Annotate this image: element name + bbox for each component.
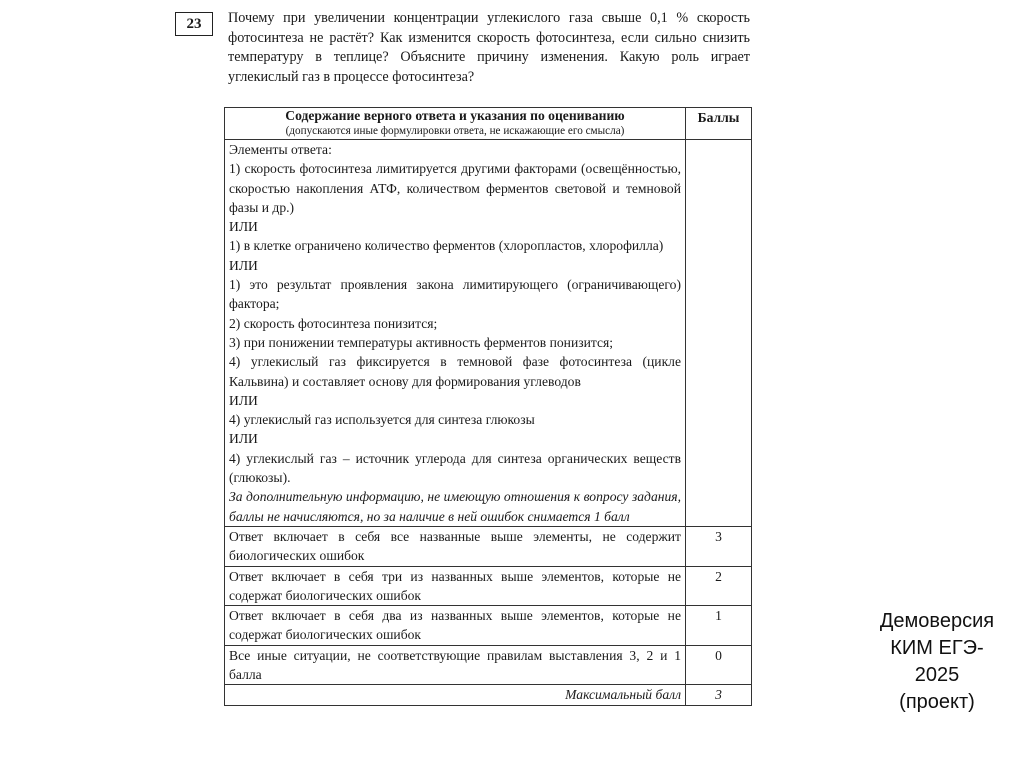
criteria-row [225, 645, 752, 685]
answer-elements-row [225, 140, 752, 527]
grading-table [224, 107, 752, 706]
criteria-points: 3 [686, 526, 752, 566]
header-points: Баллы [686, 108, 752, 140]
max-score-label: Максимальный балл [225, 685, 686, 705]
grading-note: За дополнительную информацию, не имеющую отношения к вопросу задания, баллы не начисляются, но за наличие в ней ошибок снимается 1 балл [229, 489, 681, 524]
criteria-text: Ответ включает в себя все названные выше элементы, не содержит биологических ошибок [225, 526, 686, 566]
answer-elements-cell [225, 140, 686, 527]
answer-line: 3) при понижении температуры активность ферментов понизится; [229, 334, 614, 350]
criteria-row [225, 606, 752, 646]
criteria-row [225, 526, 752, 566]
criteria-points: 1 [686, 606, 752, 646]
caption-line: КИМ ЕГЭ- [890, 637, 984, 659]
task-question: Почему при увеличении концентрации углекислого газа свыше 0,1 % скорость фотосинтеза не растёт? Как изменится скорость фотосинтеза, если сильно снизить температуру в теплице? Объясните причину изменения. Какую роль играет углекислый газ в процессе фотосинтеза? [228, 10, 750, 85]
answer-line: 1) в клетке ограничено количество ферментов (хлоропластов, хлорофилла) [229, 238, 664, 254]
caption-line: (проект) [899, 691, 975, 713]
task-number-box: 23 [175, 12, 213, 36]
empty-points-cell [686, 140, 752, 527]
criteria-row [225, 566, 752, 606]
demo-caption [862, 608, 1012, 716]
or-separator: ИЛИ [229, 392, 258, 408]
or-separator: ИЛИ [229, 431, 258, 447]
answer-line: 4) углекислый газ фиксируется в темновой фазе фотосинтеза (цикле Кальвина) и составляет основу для формирования углеводов [229, 354, 681, 389]
criteria-text: Все иные ситуации, не соответствующие правилам выставления 3, 2 и 1 балла [225, 645, 686, 685]
answer-line: 1) скорость фотосинтеза лимитируется другими факторами (освещённостью, скоростью накопления АТФ, количеством ферментов световой и темновой фазы и др.) [229, 161, 681, 215]
criteria-points: 2 [686, 566, 752, 606]
table-header-row [225, 108, 752, 140]
or-separator: ИЛИ [229, 219, 258, 235]
answer-line: 2) скорость фотосинтеза понизится; [229, 315, 438, 331]
header-title: Содержание верного ответа и указания по оцениванию [285, 108, 625, 123]
header-subtitle: (допускаются иные формулировки ответа, не искажающие его смысла) [285, 125, 625, 137]
answer-line: 1) это результат проявления закона лимитирующего (ограничивающего) фактора; [229, 277, 681, 312]
criteria-text: Ответ включает в себя два из названных выше элементов, которые не содержат биологических ошибок [225, 606, 686, 646]
or-separator: ИЛИ [229, 257, 258, 273]
caption-line: Демоверсия [879, 610, 995, 632]
criteria-points: 0 [686, 645, 752, 685]
header-content [225, 108, 686, 140]
max-score-row [225, 685, 752, 705]
answer-line: 4) углекислый газ используется для синтеза глюкозы [229, 412, 535, 428]
caption-line: 2025 [914, 664, 960, 686]
criteria-text: Ответ включает в себя три из названных выше элементов, которые не содержат биологических ошибок [225, 566, 686, 606]
max-score-value: 3 [686, 685, 752, 705]
answer-line: 4) углекислый газ – источник углерода для синтеза органических веществ (глюкозы). [229, 450, 681, 486]
answer-line: Элементы ответа: [229, 142, 332, 157]
